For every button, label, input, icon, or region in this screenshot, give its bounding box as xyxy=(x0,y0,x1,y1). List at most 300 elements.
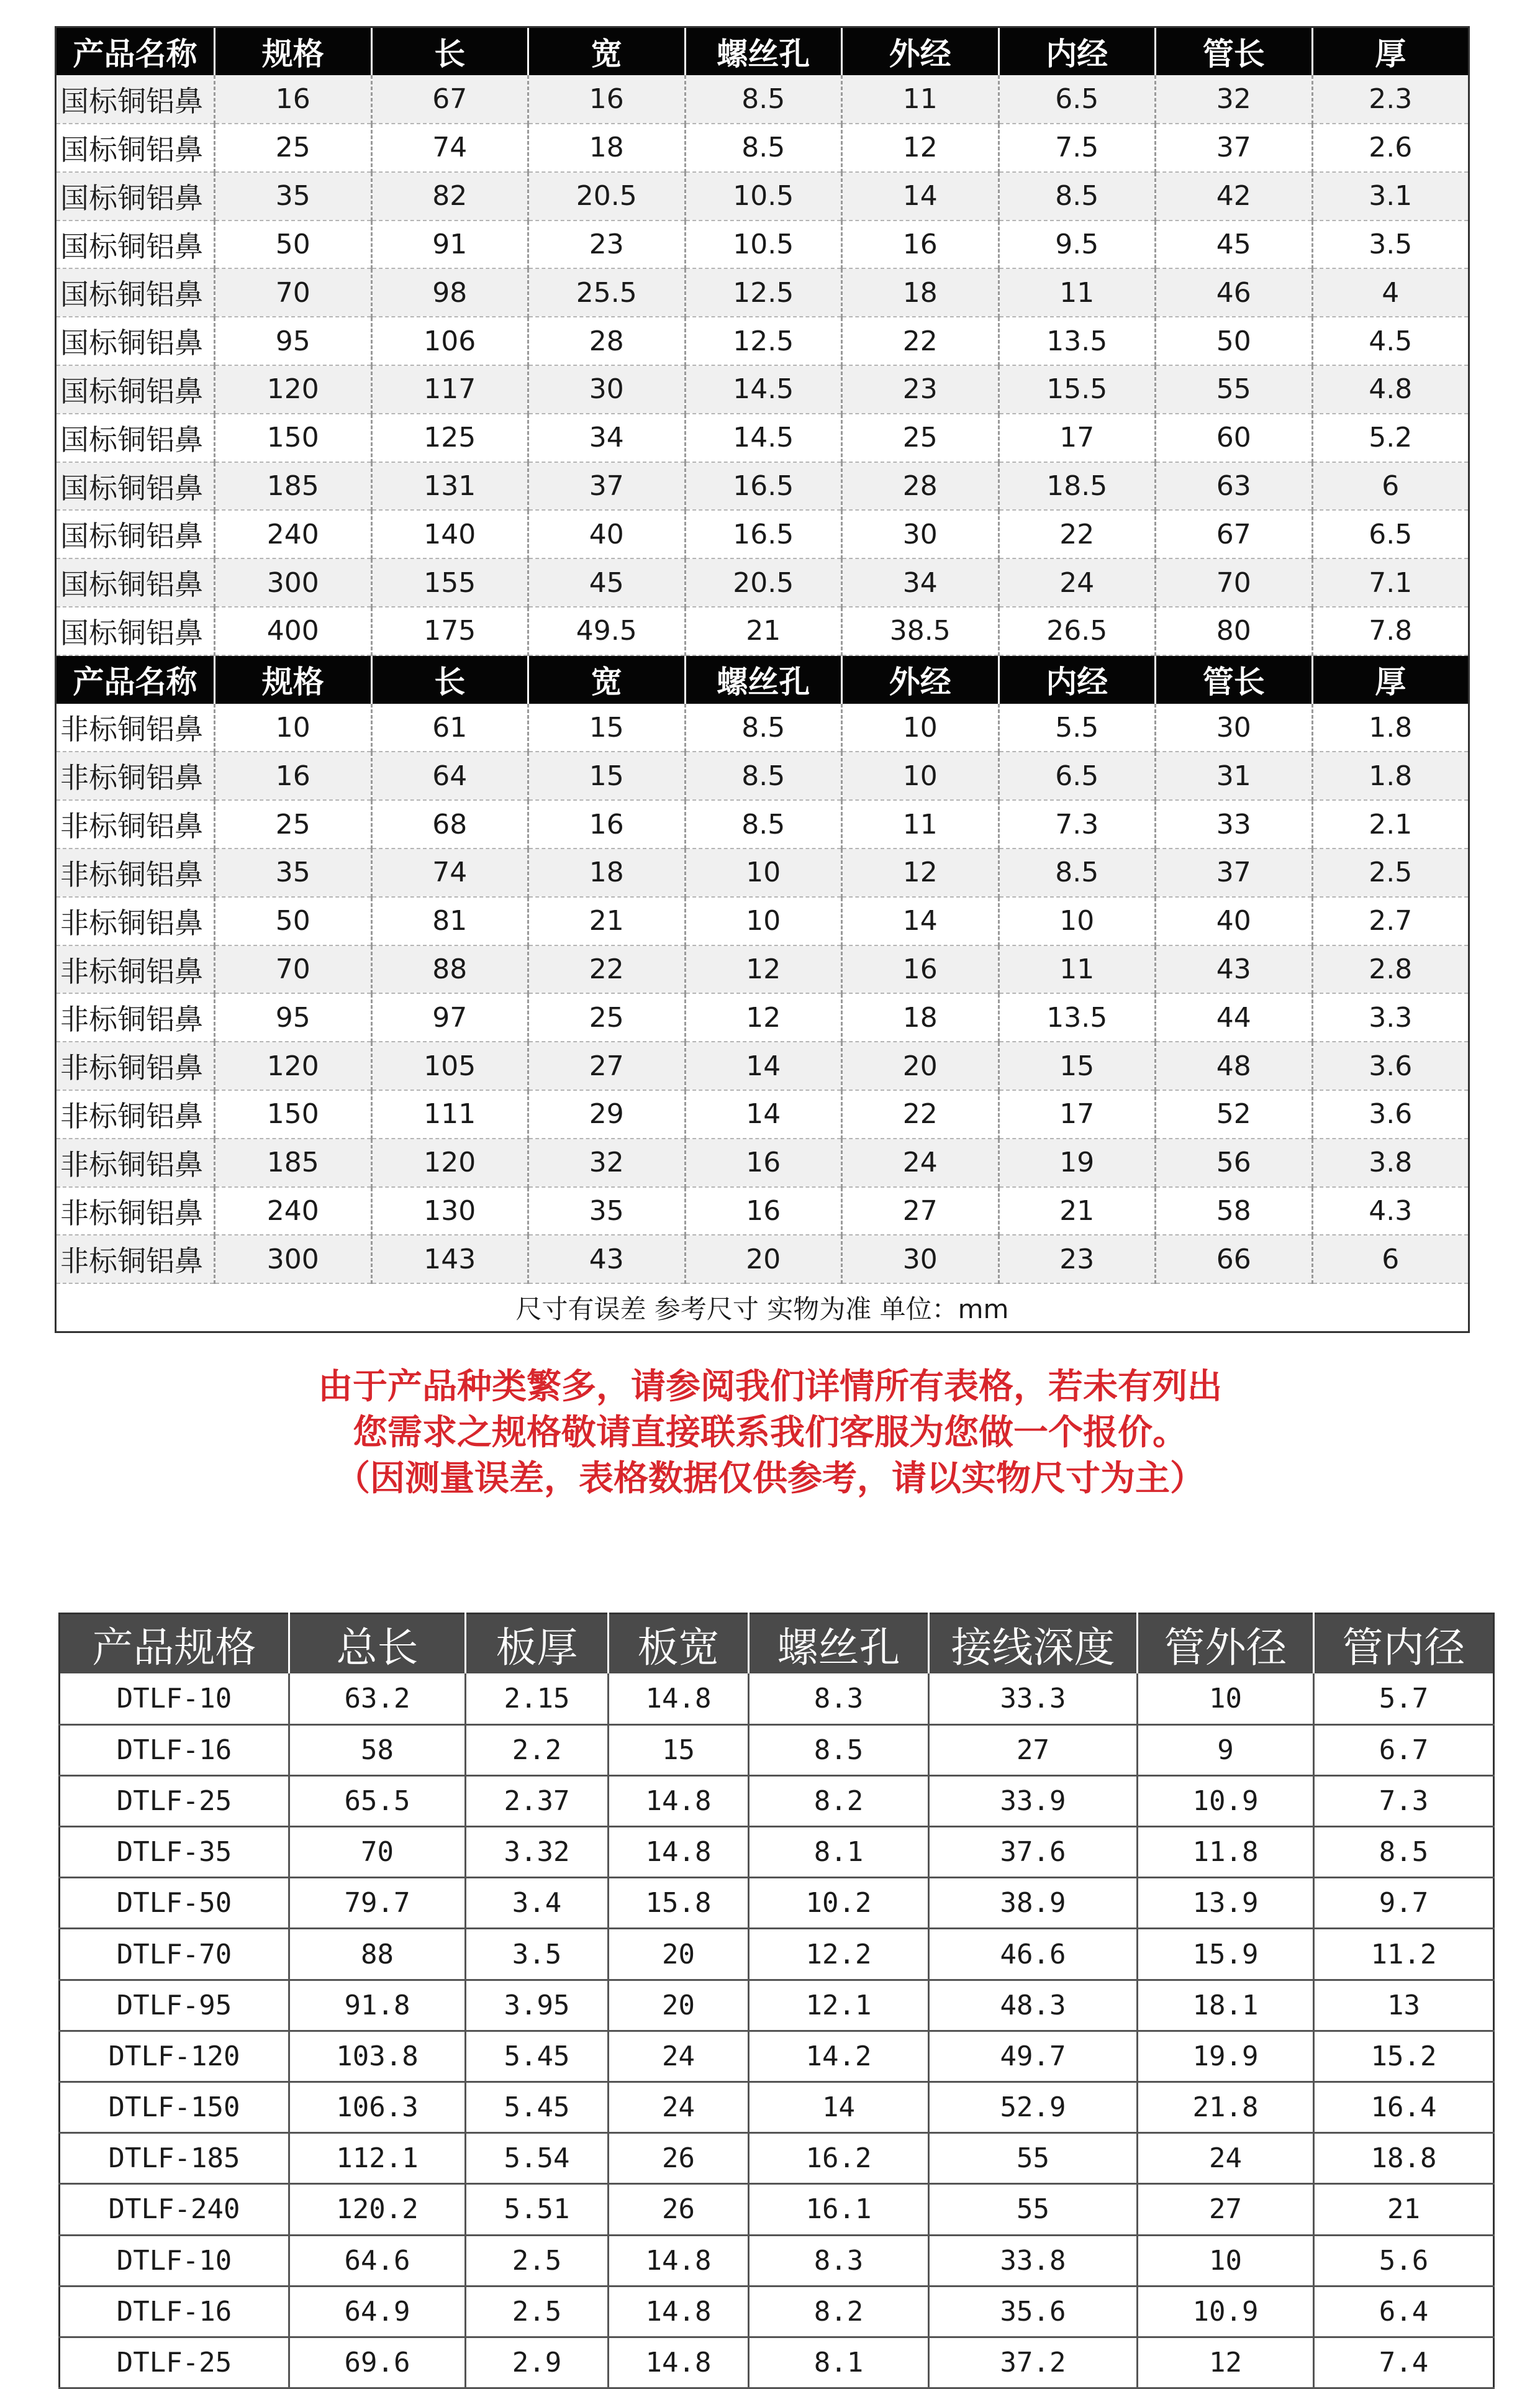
table-row xyxy=(60,1929,1494,1980)
value-cell: 12.1 xyxy=(749,1980,929,2031)
value-cell: 14.8 xyxy=(609,1673,749,1724)
value-cell: 18.5 xyxy=(999,462,1156,511)
value-cell: 33.8 xyxy=(929,2235,1138,2286)
value-cell: 8.5 xyxy=(685,75,842,124)
value-cell: 120.2 xyxy=(289,2184,466,2235)
row-label-cell: 国标铜铝鼻 xyxy=(56,124,215,172)
value-cell: 10.5 xyxy=(685,172,842,221)
value-cell: 12 xyxy=(842,849,999,897)
table-row xyxy=(56,993,1469,1042)
column-header: 外经 xyxy=(842,655,999,704)
value-cell: 2.1 xyxy=(1312,800,1469,849)
column-header: 厚 xyxy=(1312,27,1469,76)
value-cell: 14.8 xyxy=(609,2337,749,2388)
value-cell: 15 xyxy=(609,1724,749,1775)
value-cell: 9 xyxy=(1138,1724,1314,1775)
value-cell: 95 xyxy=(215,317,372,365)
value-cell: 12 xyxy=(685,993,842,1042)
column-header: 内经 xyxy=(999,655,1156,704)
value-cell: 11.8 xyxy=(1138,1827,1314,1878)
value-cell: 33.3 xyxy=(929,1673,1138,1724)
notice-line-1: 由于产品种类繁多，请参阅我们详情所有表格，若未有列出 xyxy=(318,1367,1222,1407)
value-cell: 67 xyxy=(1156,510,1313,558)
value-cell: 8.5 xyxy=(685,704,842,752)
value-cell: 10 xyxy=(999,897,1156,945)
row-label-cell: 非标铜铝鼻 xyxy=(56,704,215,752)
value-cell: 64.6 xyxy=(289,2235,466,2286)
dtlf-header-row xyxy=(60,1614,1494,1674)
value-cell: 240 xyxy=(215,510,372,558)
value-cell: 7.3 xyxy=(999,800,1156,849)
column-header: 长 xyxy=(371,655,528,704)
value-cell: 175 xyxy=(371,607,528,655)
row-label-cell: DTLF-240 xyxy=(60,2184,289,2235)
value-cell: 6 xyxy=(1312,462,1469,511)
value-cell: 70 xyxy=(215,268,372,317)
value-cell: 8.5 xyxy=(685,124,842,172)
value-cell: 10.2 xyxy=(749,1878,929,1929)
column-header: 总长 xyxy=(289,1614,466,1674)
value-cell: 103.8 xyxy=(289,2031,466,2082)
value-cell: 16 xyxy=(215,752,372,800)
value-cell: 16.1 xyxy=(749,2184,929,2235)
value-cell: 2.7 xyxy=(1312,897,1469,945)
row-label-cell: 国标铜铝鼻 xyxy=(56,75,215,124)
value-cell: 25.5 xyxy=(528,268,686,317)
value-cell: 28 xyxy=(528,317,686,365)
table-row xyxy=(60,2184,1494,2235)
value-cell: 5.7 xyxy=(1314,1673,1494,1724)
value-cell: 98 xyxy=(371,268,528,317)
value-cell: 11 xyxy=(999,268,1156,317)
table-row xyxy=(56,800,1469,849)
value-cell: 10 xyxy=(215,704,372,752)
row-label-cell: 国标铜铝鼻 xyxy=(56,462,215,511)
value-cell: 10.9 xyxy=(1138,2286,1314,2337)
value-cell: 140 xyxy=(371,510,528,558)
value-cell: 5.6 xyxy=(1314,2235,1494,2286)
value-cell: 63 xyxy=(1156,462,1313,511)
table-row xyxy=(60,2337,1494,2388)
value-cell: 2.5 xyxy=(466,2286,609,2337)
value-cell: 3.32 xyxy=(466,1827,609,1878)
value-cell: 80 xyxy=(1156,607,1313,655)
value-cell: 3.8 xyxy=(1312,1139,1469,1187)
row-label-cell: DTLF-16 xyxy=(60,2286,289,2337)
value-cell: 70 xyxy=(289,1827,466,1878)
value-cell: 18 xyxy=(842,993,999,1042)
table-row xyxy=(60,1827,1494,1878)
notice-line-2: 您需求之规格敬请直接联系我们客服为您做一个报价。 xyxy=(353,1413,1187,1453)
value-cell: 44 xyxy=(1156,993,1313,1042)
value-cell: 5.54 xyxy=(466,2133,609,2184)
value-cell: 4 xyxy=(1312,268,1469,317)
value-cell: 12 xyxy=(1138,2337,1314,2388)
value-cell: 16.5 xyxy=(685,510,842,558)
value-cell: 2.5 xyxy=(1312,849,1469,897)
table-row xyxy=(56,1042,1469,1090)
value-cell: 50 xyxy=(215,221,372,269)
value-cell: 18 xyxy=(528,124,686,172)
value-cell: 48 xyxy=(1156,1042,1313,1090)
row-label-cell: DTLF-95 xyxy=(60,1980,289,2031)
value-cell: 20.5 xyxy=(528,172,686,221)
value-cell: 7.4 xyxy=(1314,2337,1494,2388)
value-cell: 55 xyxy=(1156,365,1313,414)
value-cell: 52.9 xyxy=(929,2082,1138,2133)
value-cell: 8.5 xyxy=(749,1724,929,1775)
value-cell: 34 xyxy=(842,558,999,607)
value-cell: 20 xyxy=(609,1980,749,2031)
value-cell: 37.2 xyxy=(929,2337,1138,2388)
row-label-cell: 非标铜铝鼻 xyxy=(56,1235,215,1283)
value-cell: 14 xyxy=(685,1042,842,1090)
value-cell: 5.2 xyxy=(1312,414,1469,462)
value-cell: 21.8 xyxy=(1138,2082,1314,2133)
spec-table-copper-aluminium-nose xyxy=(55,26,1470,1333)
value-cell: 106 xyxy=(371,317,528,365)
value-cell: 21 xyxy=(1314,2184,1494,2235)
value-cell: 3.95 xyxy=(466,1980,609,2031)
value-cell: 240 xyxy=(215,1187,372,1235)
value-cell: 12.5 xyxy=(685,268,842,317)
value-cell: 24 xyxy=(999,558,1156,607)
value-cell: 300 xyxy=(215,1235,372,1283)
value-cell: 22 xyxy=(999,510,1156,558)
value-cell: 49.5 xyxy=(528,607,686,655)
table-row xyxy=(56,124,1469,172)
value-cell: 14 xyxy=(842,897,999,945)
value-cell: 65.5 xyxy=(289,1775,466,1826)
table-row xyxy=(56,510,1469,558)
value-cell: 14.2 xyxy=(749,2031,929,2082)
value-cell: 56 xyxy=(1156,1139,1313,1187)
table-row xyxy=(60,1673,1494,1724)
value-cell: 8.1 xyxy=(749,1827,929,1878)
value-cell: 7.1 xyxy=(1312,558,1469,607)
column-header: 管长 xyxy=(1156,655,1313,704)
contact-notice xyxy=(0,1364,1540,1502)
value-cell: 82 xyxy=(371,172,528,221)
value-cell: 74 xyxy=(371,849,528,897)
value-cell: 10 xyxy=(685,897,842,945)
column-header: 宽 xyxy=(528,27,686,76)
value-cell: 1.8 xyxy=(1312,704,1469,752)
row-label-cell: DTLF-16 xyxy=(60,1724,289,1775)
value-cell: 25 xyxy=(215,800,372,849)
section-2-header-row xyxy=(56,655,1469,704)
column-header: 板厚 xyxy=(466,1614,609,1674)
value-cell: 7.5 xyxy=(999,124,1156,172)
value-cell: 74 xyxy=(371,124,528,172)
value-cell: 70 xyxy=(1156,558,1313,607)
value-cell: 22 xyxy=(842,317,999,365)
value-cell: 63.2 xyxy=(289,1673,466,1724)
column-header: 长 xyxy=(371,27,528,76)
value-cell: 18 xyxy=(528,849,686,897)
table-row xyxy=(56,414,1469,462)
value-cell: 91.8 xyxy=(289,1980,466,2031)
table-row xyxy=(60,1775,1494,1826)
row-label-cell: 国标铜铝鼻 xyxy=(56,317,215,365)
value-cell: 64.9 xyxy=(289,2286,466,2337)
value-cell: 6.5 xyxy=(999,752,1156,800)
value-cell: 13 xyxy=(1314,1980,1494,2031)
table-row xyxy=(56,462,1469,511)
value-cell: 32 xyxy=(1156,75,1313,124)
value-cell: 91 xyxy=(371,221,528,269)
value-cell: 2.15 xyxy=(466,1673,609,1724)
column-header: 规格 xyxy=(215,27,372,76)
value-cell: 20 xyxy=(609,1929,749,1980)
table-row xyxy=(60,1724,1494,1775)
value-cell: 2.2 xyxy=(466,1724,609,1775)
value-cell: 10 xyxy=(842,752,999,800)
value-cell: 5.45 xyxy=(466,2082,609,2133)
value-cell: 120 xyxy=(215,1042,372,1090)
row-label-cell: 非标铜铝鼻 xyxy=(56,1042,215,1090)
row-label-cell: DTLF-185 xyxy=(60,2133,289,2184)
value-cell: 20 xyxy=(842,1042,999,1090)
table-row xyxy=(56,365,1469,414)
column-header: 螺丝孔 xyxy=(749,1614,929,1674)
value-cell: 112.1 xyxy=(289,2133,466,2184)
value-cell: 14.8 xyxy=(609,2235,749,2286)
value-cell: 12 xyxy=(842,124,999,172)
value-cell: 68 xyxy=(371,800,528,849)
value-cell: 185 xyxy=(215,462,372,511)
value-cell: 50 xyxy=(1156,317,1313,365)
value-cell: 117 xyxy=(371,365,528,414)
value-cell: 16 xyxy=(685,1139,842,1187)
value-cell: 18.8 xyxy=(1314,2133,1494,2184)
value-cell: 15.5 xyxy=(999,365,1156,414)
value-cell: 12 xyxy=(685,945,842,994)
value-cell: 105 xyxy=(371,1042,528,1090)
table-row xyxy=(60,1980,1494,2031)
value-cell: 67 xyxy=(371,75,528,124)
row-label-cell: DTLF-25 xyxy=(60,2337,289,2388)
value-cell: 400 xyxy=(215,607,372,655)
value-cell: 88 xyxy=(371,945,528,994)
value-cell: 23 xyxy=(999,1235,1156,1283)
value-cell: 16 xyxy=(215,75,372,124)
value-cell: 13.5 xyxy=(999,317,1156,365)
value-cell: 23 xyxy=(528,221,686,269)
value-cell: 70 xyxy=(215,945,372,994)
value-cell: 34 xyxy=(528,414,686,462)
value-cell: 30 xyxy=(842,1235,999,1283)
value-cell: 17 xyxy=(999,414,1156,462)
value-cell: 8.3 xyxy=(749,1673,929,1724)
value-cell: 8.5 xyxy=(685,752,842,800)
value-cell: 12.2 xyxy=(749,1929,929,1980)
value-cell: 18.1 xyxy=(1138,1980,1314,2031)
column-header: 厚 xyxy=(1312,655,1469,704)
value-cell: 8.2 xyxy=(749,1775,929,1826)
table-row xyxy=(60,2133,1494,2184)
column-header: 内经 xyxy=(999,27,1156,76)
value-cell: 16.5 xyxy=(685,462,842,511)
value-cell: 52 xyxy=(1156,1090,1313,1139)
value-cell: 55 xyxy=(929,2184,1138,2235)
value-cell: 27 xyxy=(842,1187,999,1235)
footnote-row xyxy=(56,1283,1469,1332)
value-cell: 25 xyxy=(528,993,686,1042)
value-cell: 7.8 xyxy=(1312,607,1469,655)
value-cell: 35 xyxy=(528,1187,686,1235)
value-cell: 13.5 xyxy=(999,993,1156,1042)
value-cell: 14.5 xyxy=(685,414,842,462)
value-cell: 35.6 xyxy=(929,2286,1138,2337)
value-cell: 35 xyxy=(215,849,372,897)
value-cell: 3.1 xyxy=(1312,172,1469,221)
value-cell: 150 xyxy=(215,1090,372,1139)
value-cell: 20 xyxy=(685,1235,842,1283)
column-header: 规格 xyxy=(215,655,372,704)
value-cell: 150 xyxy=(215,414,372,462)
value-cell: 8.1 xyxy=(749,2337,929,2388)
value-cell: 16 xyxy=(528,800,686,849)
value-cell: 3.3 xyxy=(1312,993,1469,1042)
value-cell: 88 xyxy=(289,1929,466,1980)
value-cell: 18 xyxy=(842,268,999,317)
table-row xyxy=(56,268,1469,317)
notice-line-3: （因测量误差，表格数据仅供参考，请以实物尺寸为主） xyxy=(335,1458,1205,1499)
value-cell: 2.5 xyxy=(466,2235,609,2286)
value-cell: 4.3 xyxy=(1312,1187,1469,1235)
value-cell: 10 xyxy=(842,704,999,752)
value-cell: 27 xyxy=(1138,2184,1314,2235)
row-label-cell: 非标铜铝鼻 xyxy=(56,993,215,1042)
row-label-cell: 非标铜铝鼻 xyxy=(56,849,215,897)
value-cell: 14.8 xyxy=(609,2286,749,2337)
column-header: 产品名称 xyxy=(56,655,215,704)
table-row xyxy=(56,752,1469,800)
value-cell: 15 xyxy=(528,704,686,752)
value-cell: 130 xyxy=(371,1187,528,1235)
column-header: 管长 xyxy=(1156,27,1313,76)
value-cell: 185 xyxy=(215,1139,372,1187)
table-row xyxy=(56,897,1469,945)
value-cell: 14 xyxy=(749,2082,929,2133)
value-cell: 15.8 xyxy=(609,1878,749,1929)
row-label-cell: DTLF-150 xyxy=(60,2082,289,2133)
row-label-cell: 国标铜铝鼻 xyxy=(56,268,215,317)
value-cell: 30 xyxy=(842,510,999,558)
value-cell: 32 xyxy=(528,1139,686,1187)
value-cell: 19 xyxy=(999,1139,1156,1187)
value-cell: 10 xyxy=(1138,2235,1314,2286)
row-label-cell: 非标铜铝鼻 xyxy=(56,945,215,994)
row-label-cell: 国标铜铝鼻 xyxy=(56,365,215,414)
value-cell: 24 xyxy=(609,2082,749,2133)
value-cell: 33 xyxy=(1156,800,1313,849)
row-label-cell: 非标铜铝鼻 xyxy=(56,800,215,849)
value-cell: 24 xyxy=(609,2031,749,2082)
value-cell: 24 xyxy=(1138,2133,1314,2184)
value-cell: 14 xyxy=(685,1090,842,1139)
value-cell: 58 xyxy=(1156,1187,1313,1235)
row-label-cell: DTLF-70 xyxy=(60,1929,289,1980)
value-cell: 2.8 xyxy=(1312,945,1469,994)
value-cell: 10.9 xyxy=(1138,1775,1314,1826)
value-cell: 3.6 xyxy=(1312,1090,1469,1139)
value-cell: 50 xyxy=(215,897,372,945)
value-cell: 155 xyxy=(371,558,528,607)
value-cell: 14.5 xyxy=(685,365,842,414)
value-cell: 125 xyxy=(371,414,528,462)
value-cell: 5.45 xyxy=(466,2031,609,2082)
value-cell: 26.5 xyxy=(999,607,1156,655)
row-label-cell: DTLF-25 xyxy=(60,1775,289,1826)
value-cell: 22 xyxy=(528,945,686,994)
value-cell: 16 xyxy=(842,945,999,994)
value-cell: 45 xyxy=(1156,221,1313,269)
value-cell: 23 xyxy=(842,365,999,414)
table-row xyxy=(60,2286,1494,2337)
value-cell: 10 xyxy=(1138,1673,1314,1724)
value-cell: 11.2 xyxy=(1314,1929,1494,1980)
value-cell: 31 xyxy=(1156,752,1313,800)
column-header: 外经 xyxy=(842,27,999,76)
value-cell: 10.5 xyxy=(685,221,842,269)
value-cell: 16.4 xyxy=(1314,2082,1494,2133)
value-cell: 37.6 xyxy=(929,1827,1138,1878)
value-cell: 10 xyxy=(685,849,842,897)
value-cell: 8.5 xyxy=(999,172,1156,221)
value-cell: 20.5 xyxy=(685,558,842,607)
value-cell: 37 xyxy=(528,462,686,511)
column-header: 螺丝孔 xyxy=(685,27,842,76)
value-cell: 22 xyxy=(842,1090,999,1139)
value-cell: 3.5 xyxy=(1312,221,1469,269)
row-label-cell: 非标铜铝鼻 xyxy=(56,1187,215,1235)
value-cell: 14.8 xyxy=(609,1827,749,1878)
value-cell: 8.5 xyxy=(999,849,1156,897)
row-label-cell: 国标铜铝鼻 xyxy=(56,510,215,558)
value-cell: 16 xyxy=(842,221,999,269)
value-cell: 4.5 xyxy=(1312,317,1469,365)
value-cell: 111 xyxy=(371,1090,528,1139)
value-cell: 30 xyxy=(1156,704,1313,752)
value-cell: 4.8 xyxy=(1312,365,1469,414)
value-cell: 97 xyxy=(371,993,528,1042)
value-cell: 9.7 xyxy=(1314,1878,1494,1929)
value-cell: 11 xyxy=(842,75,999,124)
value-cell: 37 xyxy=(1156,849,1313,897)
value-cell: 38.9 xyxy=(929,1878,1138,1929)
table-row xyxy=(60,1878,1494,1929)
value-cell: 300 xyxy=(215,558,372,607)
value-cell: 60 xyxy=(1156,414,1313,462)
value-cell: 6 xyxy=(1312,1235,1469,1283)
table-row xyxy=(56,704,1469,752)
value-cell: 5.5 xyxy=(999,704,1156,752)
value-cell: 8.2 xyxy=(749,2286,929,2337)
value-cell: 16.2 xyxy=(749,2133,929,2184)
table-row xyxy=(56,945,1469,994)
value-cell: 3.4 xyxy=(466,1878,609,1929)
row-label-cell: 非标铜铝鼻 xyxy=(56,752,215,800)
value-cell: 38.5 xyxy=(842,607,999,655)
value-cell: 16 xyxy=(685,1187,842,1235)
value-cell: 27 xyxy=(528,1042,686,1090)
value-cell: 14.8 xyxy=(609,1775,749,1826)
value-cell: 95 xyxy=(215,993,372,1042)
value-cell: 21 xyxy=(685,607,842,655)
value-cell: 21 xyxy=(999,1187,1156,1235)
